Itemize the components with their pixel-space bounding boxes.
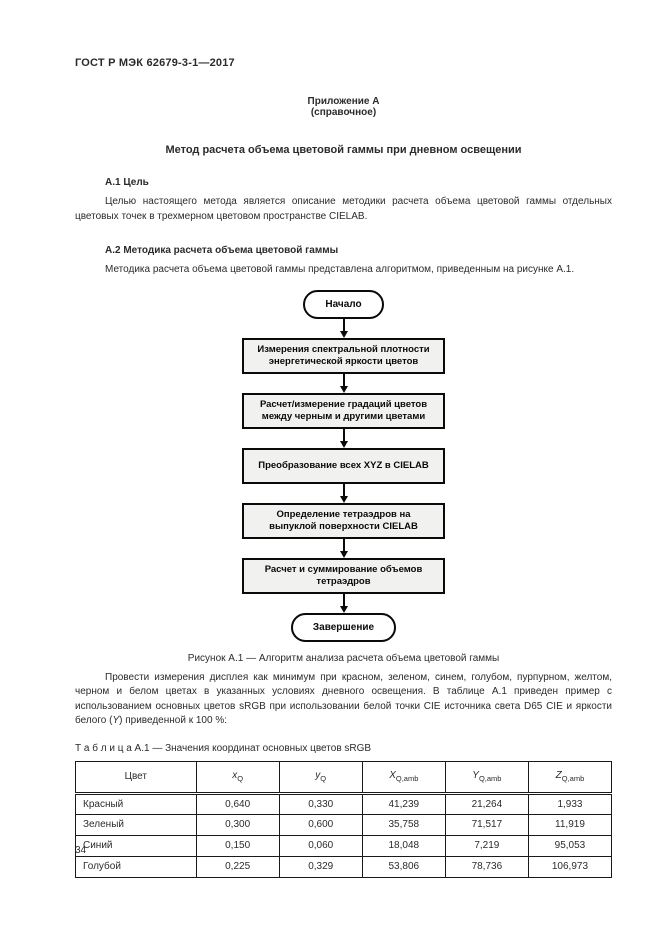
arrow-down-icon bbox=[340, 539, 348, 558]
table-row bbox=[76, 814, 612, 835]
section-body-a2: Методика расчета объема цветовой гаммы представлена алгоритмом, приведенным на рисунке А.1. bbox=[105, 264, 575, 275]
measurement-paragraph bbox=[75, 671, 612, 729]
value-cell: 18,048 bbox=[362, 835, 445, 856]
flowchart-step-sum-volumes: Расчет и суммирование объемов тетраэдров bbox=[242, 558, 445, 594]
flowchart-start-terminal: Начало bbox=[303, 290, 383, 319]
flowchart-step-gradations: Расчет/измерение градаций цветов между черным и другими цветами bbox=[242, 393, 445, 429]
flowchart-step-measure-spectral: Измерения спектральной плотности энергетической яркости цветов bbox=[242, 338, 445, 374]
table-row bbox=[76, 856, 612, 877]
luminance-symbol: Y bbox=[112, 715, 120, 726]
section-heading-a2: А.2 Методика расчета объема цветовой гаммы bbox=[105, 245, 339, 256]
value-cell: 0,329 bbox=[279, 856, 362, 877]
table-header-row bbox=[76, 761, 612, 793]
section-heading-a1: А.1 Цель bbox=[105, 177, 149, 188]
arrow-down-icon bbox=[340, 484, 348, 503]
flowchart-step-tetrahedra: Определение тетраэдров на выпуклой поверхности CIELAB bbox=[242, 503, 445, 539]
color-name-cell: Синий bbox=[76, 835, 197, 856]
table-caption: Т а б л и ц а А.1 — Значения координат основных цветов sRGB bbox=[75, 742, 372, 754]
column-header-yqamb: $Y_{Q,amb}$ bbox=[445, 761, 528, 793]
value-cell: 0,225 bbox=[196, 856, 279, 877]
arrow-down-icon bbox=[340, 594, 348, 613]
measurement-paragraph-tail: ) приведенной к 100 %: bbox=[119, 715, 227, 726]
annex-title: Метод расчета объема цветовой гаммы при дневном освещении bbox=[165, 144, 522, 156]
column-header-xq: $x_Q$ bbox=[196, 761, 279, 793]
annex-type: (справочное) bbox=[310, 107, 377, 118]
figure-caption: Рисунок А.1 — Алгоритм анализа расчета объема цветовой гаммы bbox=[187, 652, 500, 664]
color-name-cell: Красный bbox=[76, 793, 197, 814]
value-cell: 71,517 bbox=[445, 814, 528, 835]
value-cell: 78,736 bbox=[445, 856, 528, 877]
arrow-down-icon bbox=[340, 374, 348, 393]
value-cell: 7,219 bbox=[445, 835, 528, 856]
table-row bbox=[76, 835, 612, 856]
arrow-down-icon bbox=[340, 319, 348, 338]
value-cell: 0,640 bbox=[196, 793, 279, 814]
flowchart-figure-a1 bbox=[75, 290, 612, 642]
flowchart-step-xyz-to-cielab: Преобразование всех XYZ в CIELAB bbox=[242, 448, 445, 484]
value-cell: 0,330 bbox=[279, 793, 362, 814]
measurement-paragraph-text: Провести измерения дисплея как минимум при красном, зеленом, синем, голубом, пурпурном, желтом, черном и белом цветах в указанных условиях дневного освещения. В таблице А.1 приведен пример с использованием основных цветов sRGB при использовании белой точки CIE источника света D65 CIE и яркости белого ( bbox=[75, 671, 612, 726]
value-cell: 0,060 bbox=[279, 835, 362, 856]
value-cell: 41,239 bbox=[362, 793, 445, 814]
page-content bbox=[75, 57, 612, 878]
color-name-cell: Зеленый bbox=[76, 814, 197, 835]
document-designation: ГОСТ Р МЭК 62679-3-1—2017 bbox=[75, 57, 235, 69]
column-header-color: Цвет bbox=[76, 761, 197, 793]
srgb-coordinates-table bbox=[75, 761, 612, 878]
column-header-zqamb: $Z_{Q,amb}$ bbox=[528, 761, 611, 793]
value-cell: 53,806 bbox=[362, 856, 445, 877]
value-cell: 95,053 bbox=[528, 835, 611, 856]
value-cell: 21,264 bbox=[445, 793, 528, 814]
annex-label: Приложение А bbox=[307, 96, 380, 107]
value-cell: 0,300 bbox=[196, 814, 279, 835]
column-header-yq: $y_Q$ bbox=[279, 761, 362, 793]
arrow-down-icon bbox=[340, 429, 348, 448]
flowchart-end-terminal: Завершение bbox=[291, 613, 396, 642]
value-cell: 0,150 bbox=[196, 835, 279, 856]
column-header-xqamb: $X_{Q,amb}$ bbox=[362, 761, 445, 793]
value-cell: 11,919 bbox=[528, 814, 611, 835]
value-cell: 1,933 bbox=[528, 793, 611, 814]
color-name-cell: Голубой bbox=[76, 856, 197, 877]
section-body-a1: Целью настоящего метода является описание методики расчета объема цветовой гаммы отдельных цветовых точек в трехмерном цветовом пространстве CIELAB. bbox=[75, 196, 612, 222]
value-cell: 0,600 bbox=[279, 814, 362, 835]
value-cell: 106,973 bbox=[528, 856, 611, 877]
value-cell: 35,758 bbox=[362, 814, 445, 835]
page-number: 34 bbox=[75, 845, 87, 856]
table-row bbox=[76, 793, 612, 814]
